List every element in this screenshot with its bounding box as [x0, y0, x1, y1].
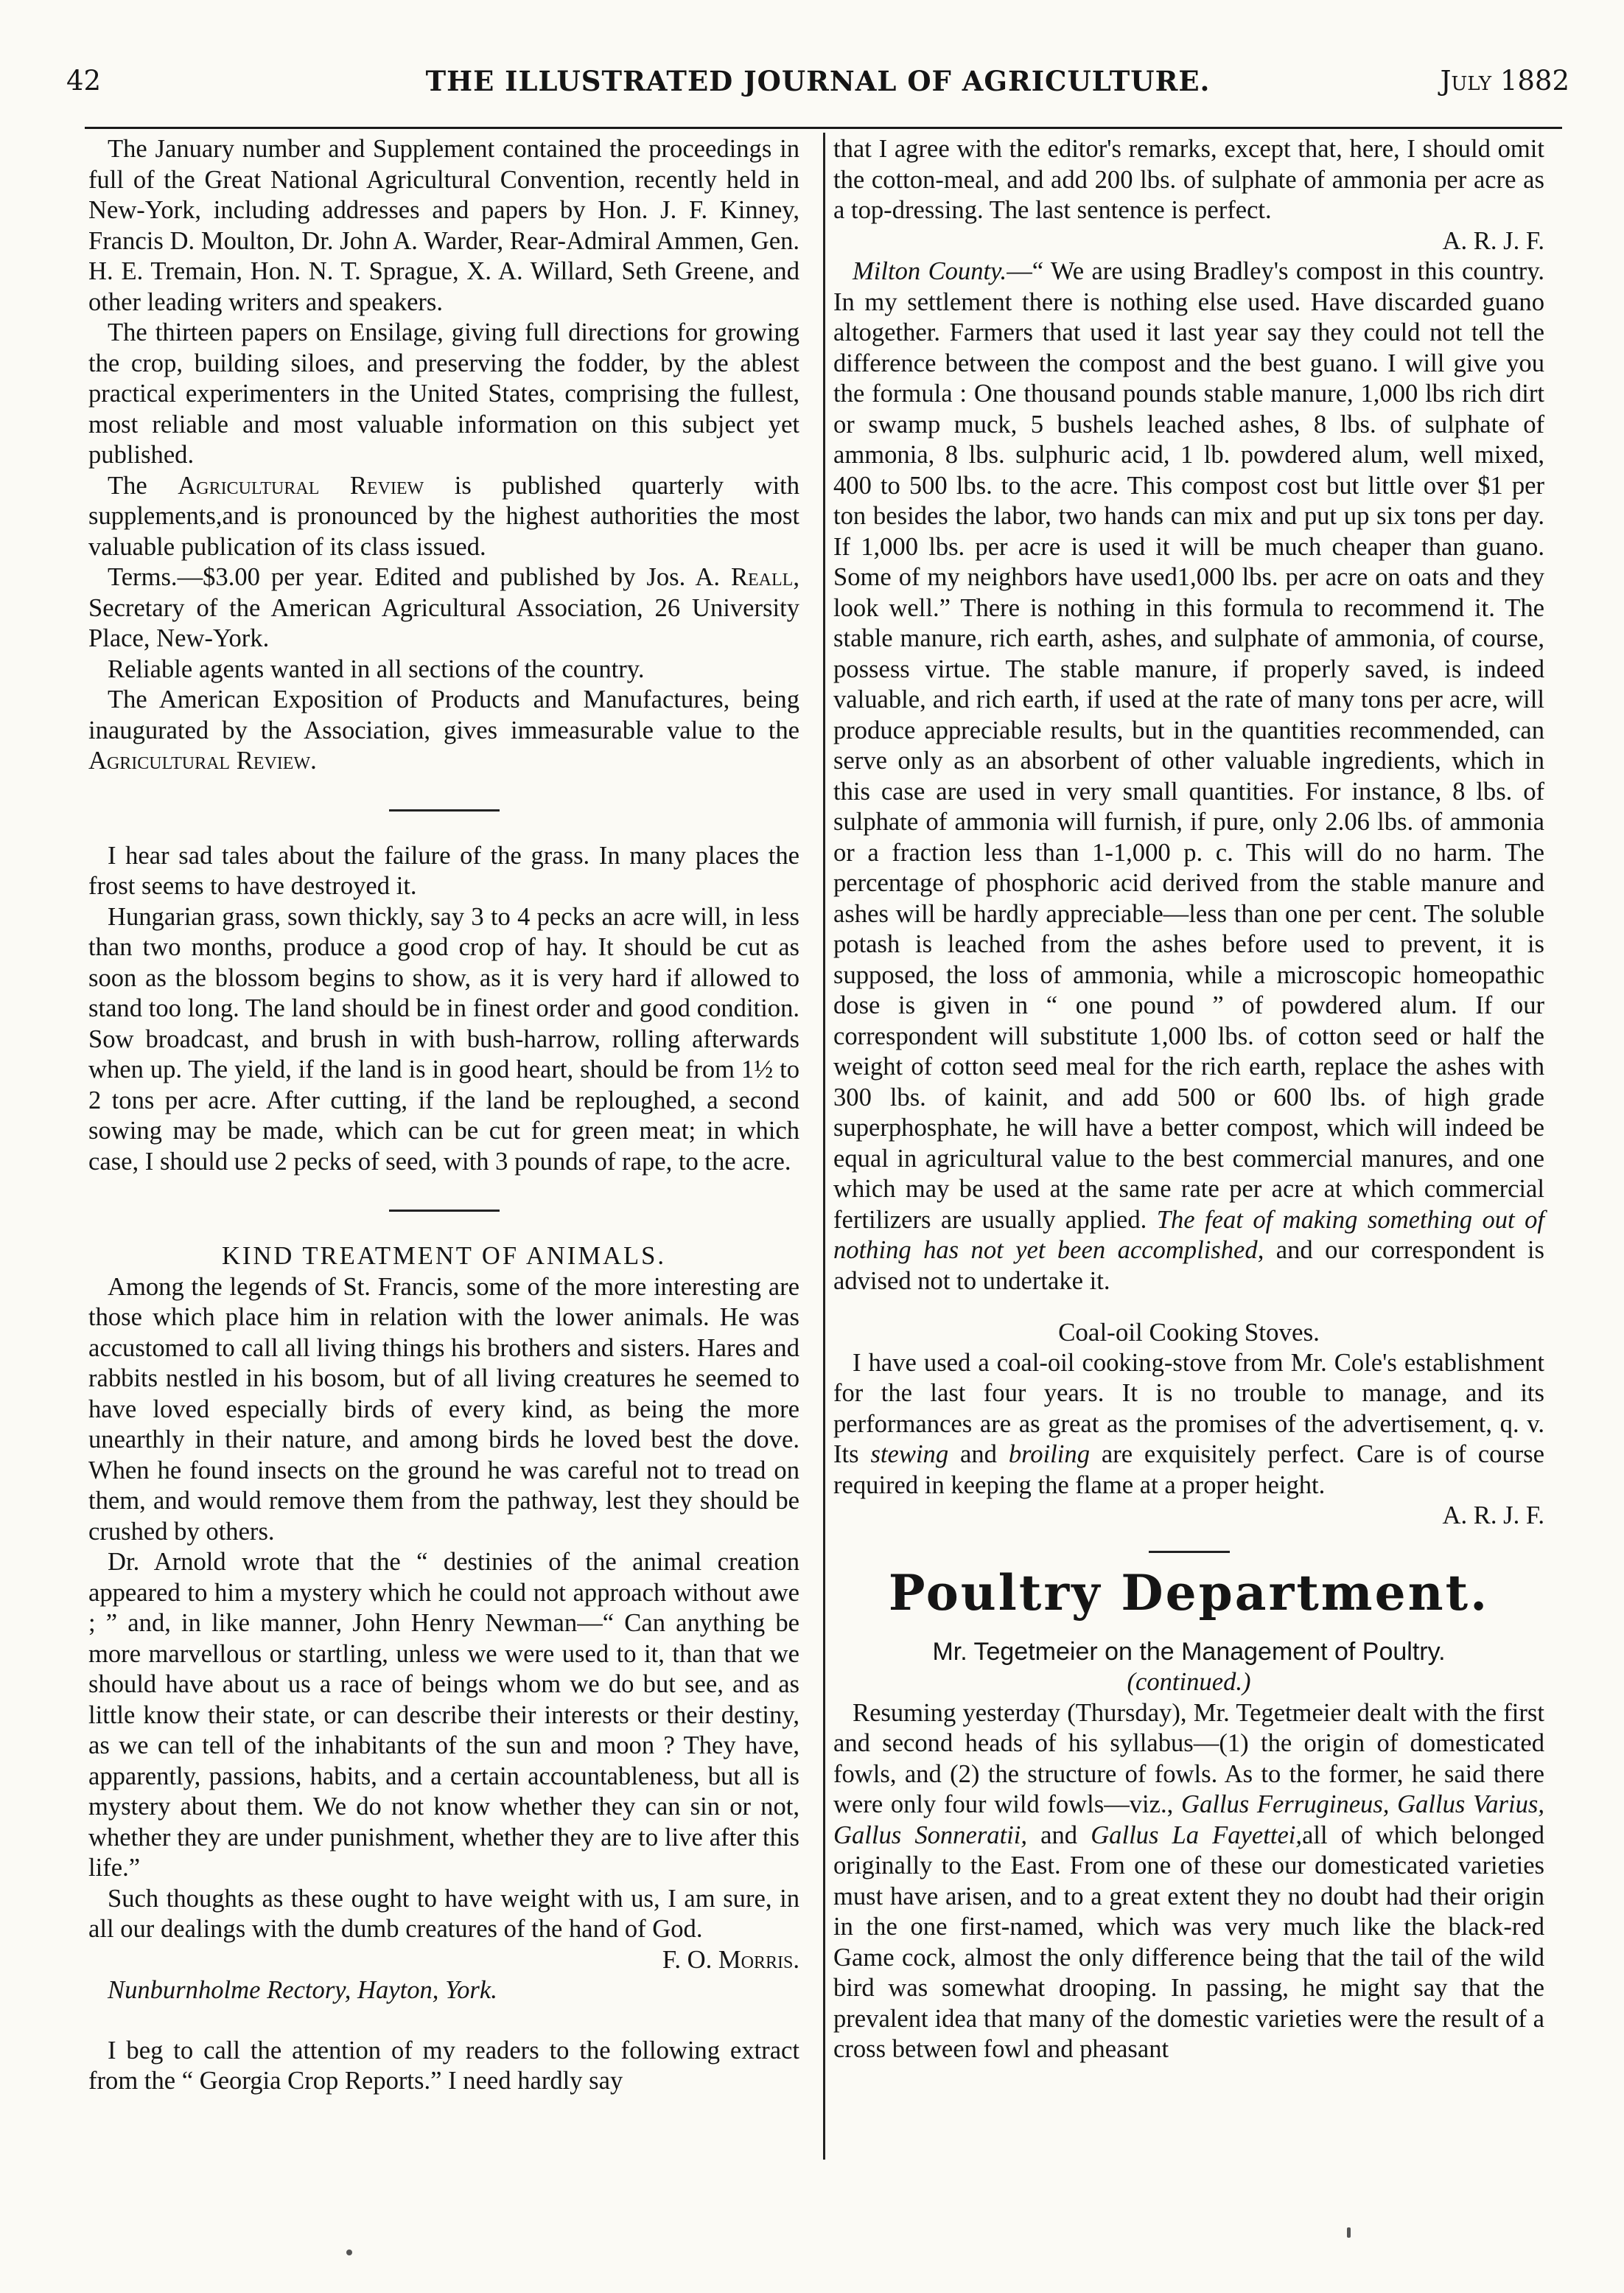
page-number: 42 — [66, 65, 102, 97]
text-run: Resuming yesterday (Thursday), Mr. Tegetmeier dealt with the first and second heads of his syllabus—(1) the origin of domesticated fowls, and (2) the structure of fowls. As to the former, he said there were only four wild fowls—viz., — [833, 1698, 1544, 1818]
editor-signature: A. R. J. F. — [1442, 1501, 1544, 1529]
text-run: and our correspondent is advised not to undertake it. — [833, 1236, 1544, 1295]
text-run: and — [1040, 1821, 1078, 1849]
issue-date: July 1882 — [1440, 65, 1569, 97]
page-header — [66, 65, 1569, 109]
editor-signature: A. R. J. F. — [1442, 226, 1544, 255]
animals-paragraph: Such thoughts as these ought to have weight with us, I am sure, in all our dealings with the dumb creatures of the hand of God. — [88, 1884, 799, 1943]
right-column — [833, 134, 1544, 2065]
italic-word: broiling — [1008, 1440, 1090, 1468]
animals-paragraph: Among the legends of St. Francis, some of the more interesting are those which place him in relation with the lower animals. He was accustomed to call all living things his brothers and sisters. Hares and rabbits nestled in his bosom, but of all living creatures he seemed to have loved especially birds of every kind, as being the more unearthly in their nature, and among birds he loved best the dove. When he found insects on the ground he was careful not to tread on them, and would remove them from the pathway, lest they should be crushed by others. — [88, 1272, 799, 1546]
text-run: all of which belonged originally to the East. From one of these our domesticated varieties must have arisen, and to a great extent they no doubt had their origin in the one first-named, which was very much like the black-red Game cock, almost the only difference being that the tail of the wild bird was somewhat drooping. In passing, he might say that the prevalent idea that many of the domestic varieties were the result of a cross between fowl and pheasant — [833, 1821, 1544, 2063]
left-column — [88, 134, 799, 2097]
section-separator — [389, 809, 500, 812]
review-paragraph: The January number and Supplement contained the proceedings in full of the Great National Agricultural Convention, recently held in New-York, including addresses and papers by Hon. J. F. Kinney, Francis D. Moulton, Dr. John A. Warder, Rear-Admiral Ammen, Gen. H. E. Tremain, Hon. N. T. Sprague, X. A. Willard, Seth Greene, and other leading writers and speakers. — [88, 135, 799, 316]
review-paragraph — [88, 685, 799, 777]
milton-paragraph — [833, 256, 1544, 1296]
text-run: is published quarterly with supplements,and is pronounced by the highest authorities the most valuable publication of its class issued. — [88, 471, 799, 561]
text-run: Terms.—$3.00 per year. Edited and published by Jos. A. — [108, 563, 720, 591]
publisher-name: Reall, — [730, 563, 799, 591]
text-run: The American Exposition of Products and Manufactures, being inaugurated by the Association, gives immeasurable value to the — [88, 685, 799, 744]
publication-name: Agricultural Review. — [88, 747, 317, 775]
header-rule — [85, 127, 1562, 129]
review-paragraph — [88, 562, 799, 655]
publication-name: Agricultural Review — [178, 471, 424, 500]
animals-title: KIND TREATMENT OF ANIMALS. — [221, 1242, 667, 1270]
section-separator — [1149, 1551, 1230, 1553]
stoves-paragraph — [833, 1348, 1544, 1501]
georgia-paragraph: I beg to call the attention of my readers to the following extract from the “ Georgia Crop Reports.” I need hardly say — [88, 2036, 799, 2095]
ink-speck-icon — [1347, 2227, 1351, 2238]
county-label: Milton County. — [853, 257, 1007, 285]
text-run: I have used a coal-oil cooking-stove from Mr. Cole's establishment for the last four years. It is no trouble to manage, and its performances are as great as the promises of the advertisement, q. v. Its — [833, 1348, 1544, 1468]
species-names: Gallus Ferrugineus, Gallus Varius, Gallus Sonneratii, — [833, 1790, 1544, 1849]
animals-paragraph: Dr. Arnold wrote that the “ destinies of the animal creation appeared to him a mystery which he could not approach without awe ; ” and, in like manner, John Henry Newman—“ Can anything be more marvellous or startling, unless we were used to it, than that we should have about us a race of beings whom we do but see, and as little know their state, or can describe their interests or their destiny, as we can tell of the inhabitants of the sun and moon ? They have, apparently, passions, habits, and a certain accountableness, but all is mystery about them. We do not know whether they can sin or not, whether they are under punishment, whether they are to live after this life.” — [88, 1548, 799, 1882]
poultry-paragraph — [833, 1698, 1544, 2065]
signature-text: F. O. Morris. — [662, 1945, 799, 1974]
author-signature — [88, 1945, 799, 1976]
text-run: The — [108, 471, 147, 500]
review-paragraph: Reliable agents wanted in all sections of the country. — [108, 655, 645, 683]
journal-title: THE ILLUSTRATED JOURNAL OF AGRICULTURE. — [425, 65, 1211, 97]
stoves-title: Coal-oil Cooking Stoves. — [1058, 1318, 1320, 1347]
georgia-paragraph: that I agree with the editor's remarks, except that, here, I should omit the cotton-meal, and add 200 lbs. of sulphate of ammonia per acre as a top-dressing. The last sentence is perfect. — [833, 135, 1544, 224]
ink-speck-icon — [346, 2250, 352, 2255]
section-separator — [389, 1210, 500, 1212]
column-divider — [823, 133, 825, 2160]
species-names: Gallus La Fayettei, — [1091, 1821, 1303, 1849]
text-run: —“ We are using Bradley's compost in this country. In my settlement there is nothing else used. Have discarded guano altogether. Farmers that used it last year say they could not tell the difference between the compost and the best guano. I will give you the formula : One thousand pounds stable manure, 1,000 lbs rich dirt or swamp muck, 5 bushels leached ashes, 8 lbs. of sulphate of ammonia, 8 lbs. sulphuric acid, 1 lb. powdered alum, well mixed, 400 to 500 lbs. to the acre. This compost cost but little over $1 per ton besides the labor, two hands can mix and put up six tons per day. If 1,000 lbs. per acre is used it will be much cheaper than guano. Some of my neighbors have used1,000 lbs. per acre on oats and they look well.” There is nothing in this formula to recommend it. The stable manure, rich earth, ashes, and sulphate of ammonia, of course, possess virtue. The stable manure, if properly saved, is indeed valuable, and rich earth, if used at the rate of many tons per acre, will produce appreciable results, but in the quantities recommended, can serve only as an absorbent of other valuable ingredients, which in this case are used in very small quantities. For instance, 8 lbs. of sulphate of ammonia will furnish, if pure, only 2.06 lbs. of ammonia or a fraction less than 1-1,000 p. c. This will do no harm. The percentage of phosphoric acid derived from the stable manure and ashes will be hardly appreciable—less than one per cent. The soluble potash is leached from the ashes before used to prevent, it is supposed, the loss of ammonia, while a microscopic homeopathic dose is given in “ one pound ” of powdered alum. If our correspondent will substitute 1,000 lbs. of cotton seed or half the weight of cotton seed meal for the rich earth, replace the ashes with 300 lbs. of kainit, and add 500 or 600 lbs. of high grade superphosphate, he will have a better compost, which will indeed be equal in agricultural value to the best commercial manures, and one which may be used at the same rate per acre at which commercial fertilizers are usually applied. — [833, 257, 1545, 1234]
italic-word: stewing — [870, 1440, 949, 1468]
text-run: are exquisitely perfect. Care is of course required in keeping the flame at a proper height. — [833, 1440, 1544, 1499]
spacer — [88, 2006, 799, 2036]
review-paragraph — [88, 471, 799, 563]
article-title: Mr. Tegetmeier on the Management of Poultry. — [932, 1637, 1446, 1666]
text-run: Secretary of the American Agricultural Association, 26 University Place, New-York. — [88, 593, 799, 652]
department-title: Poultry Department. — [888, 1563, 1490, 1622]
text-run: and — [960, 1440, 997, 1468]
grass-paragraph: I hear sad tales about the failure of the grass. In many places the frost seems to have destroyed it. — [88, 841, 799, 900]
review-paragraph: The thirteen papers on Ensilage, giving full directions for growing the crop, building siloes, and preserving the fodder, by the ablest practical experimenters in the United States, comprising the fullest, most reliable and most valuable information on this subject yet published. — [88, 318, 799, 469]
author-location — [88, 1975, 799, 2006]
location-text: Nunburnholme Rectory, Hayton, York. — [108, 1976, 497, 2004]
grass-paragraph: Hungarian grass, sown thickly, say 3 to 4 pecks an acre will, in less than two months, produce a good crop of hay. It should be cut as soon as the blossom begins to show, as it is very hard if allowed to stand too long. The land should be in finest order and good condition. Sow broadcast, and brush in with bush-harrow, rolling afterwards when up. The yield, if the land is in good heart, should be from 1½ to 2 tons per acre. After cutting, if the land be reploughed, a second sowing may be made, which can be cut for green meat; in which case, I should use 2 pecks of seed, with 3 pounds of rape, to the acre. — [88, 902, 799, 1176]
continued-note: (continued.) — [1127, 1668, 1251, 1696]
italic-remark: The feat of making something out of nothing has not yet been accomplished, — [833, 1205, 1544, 1264]
